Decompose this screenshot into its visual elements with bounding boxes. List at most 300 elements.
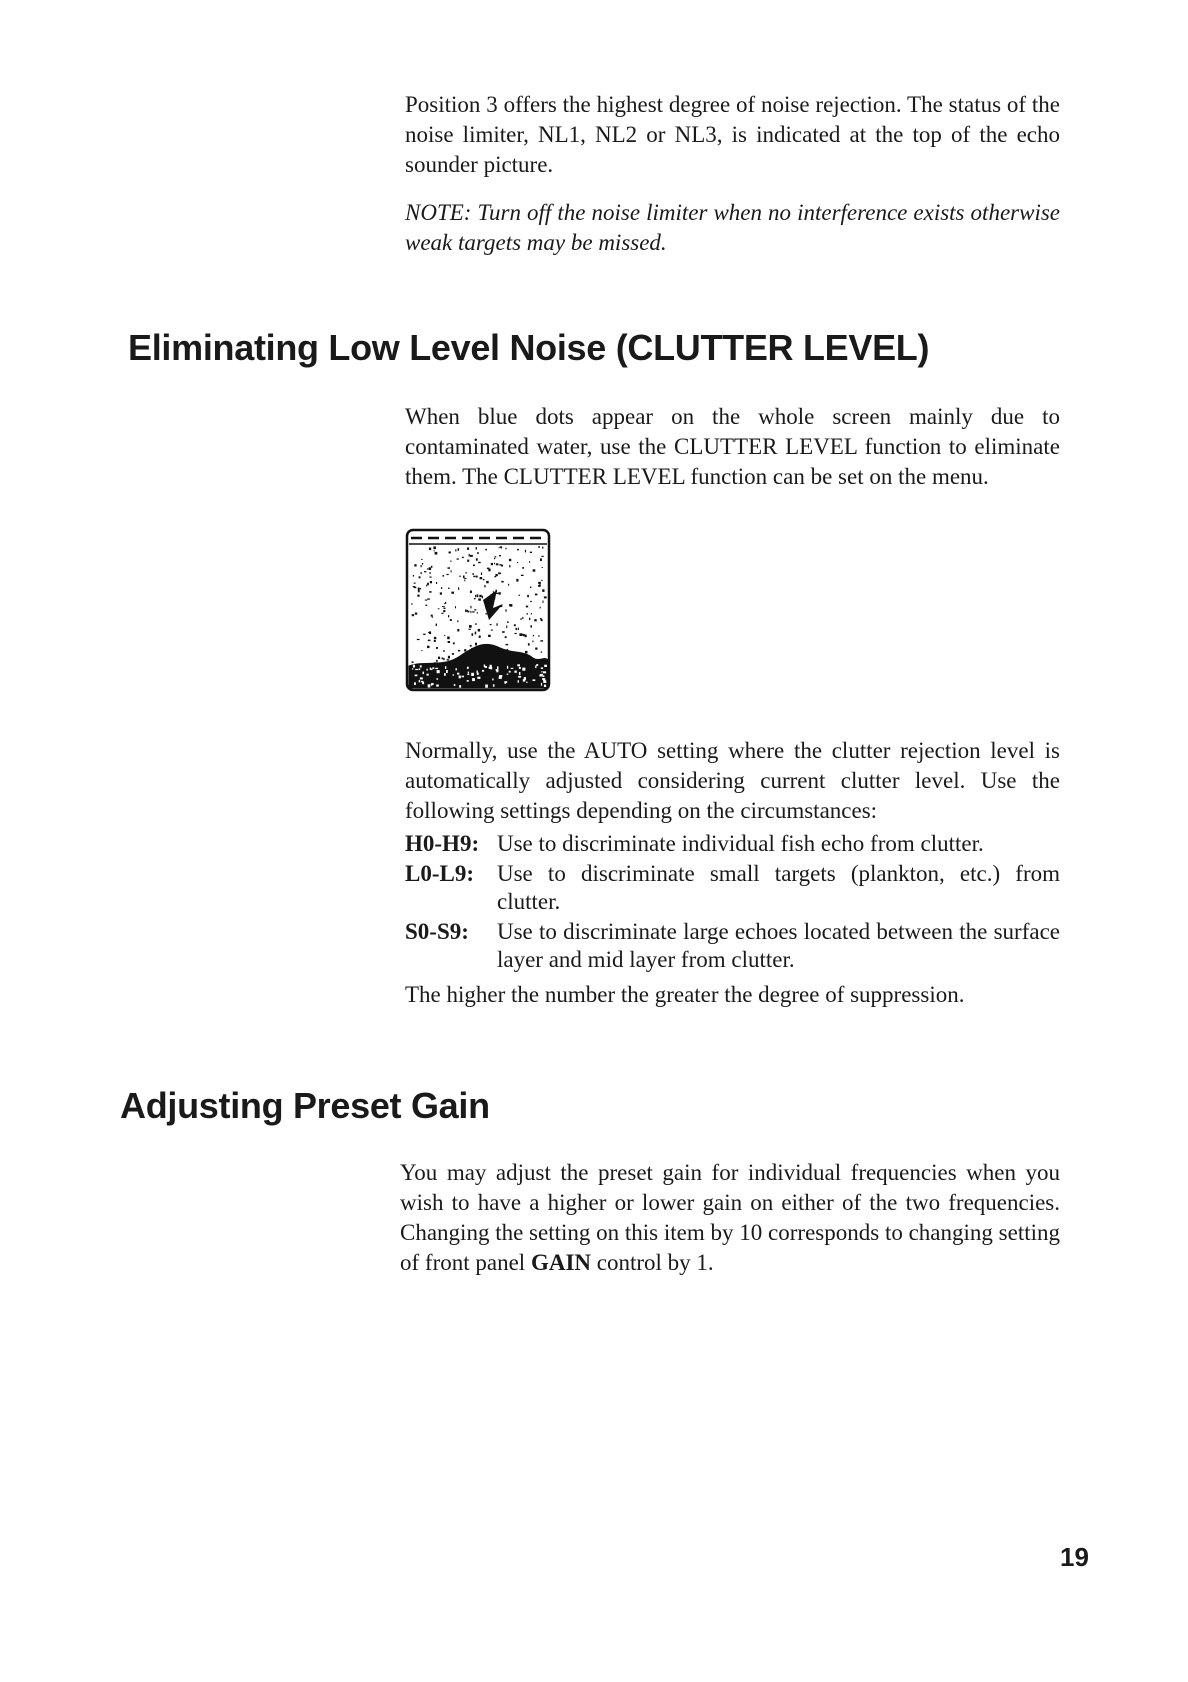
clutter-dot: [499, 555, 501, 556]
clutter-dot: [412, 614, 414, 616]
clutter-dot: [446, 574, 448, 575]
seabed-speck: [511, 668, 514, 669]
clutter-dot: [429, 577, 431, 578]
seabed-speck: [518, 676, 521, 678]
clutter-dot: [515, 633, 517, 634]
clutter-dot: [540, 607, 541, 609]
setting-desc: Use to discriminate individual fish echo from clutter.: [497, 831, 984, 856]
seabed-speck: [437, 670, 440, 673]
clutter-dot: [459, 576, 460, 577]
clutter-dot: [469, 625, 472, 628]
clutter-dot: [422, 563, 423, 565]
clutter-dot: [469, 629, 471, 630]
seabed-speck: [420, 665, 422, 667]
clutter-dot: [448, 641, 451, 643]
clutter-dot: [474, 609, 476, 610]
clutter-dot: [506, 644, 509, 645]
seabed-speck: [544, 685, 546, 687]
seabed-speck: [490, 665, 492, 668]
seabed-speck: [427, 674, 429, 676]
seabed-speck: [444, 673, 446, 676]
seabed-speck: [477, 677, 480, 679]
seabed-speck: [435, 668, 438, 669]
clutter-dot: [425, 605, 427, 606]
clutter-dot: [411, 604, 413, 605]
clutter-dot: [447, 637, 450, 640]
clutter-dot: [429, 591, 431, 593]
seabed-speck: [485, 685, 488, 688]
clutter-dot: [473, 576, 475, 578]
clutter-dot: [501, 581, 503, 583]
clutter-dot: [420, 588, 421, 590]
clutter-dot: [528, 643, 530, 645]
clutter-dot: [477, 594, 479, 597]
clutter-dot: [498, 572, 501, 574]
clutter-dot: [480, 577, 483, 579]
clutter-dot: [477, 612, 478, 613]
seabed-speck: [432, 667, 434, 669]
clutter-dot: [443, 658, 444, 660]
seabed-speck: [436, 678, 438, 679]
seabed-speck: [522, 668, 525, 671]
clutter-dot: [421, 572, 422, 574]
clutter-dot: [538, 585, 540, 587]
clutter-dot: [541, 651, 542, 652]
seabed-speck: [452, 674, 454, 675]
clutter-dot: [458, 650, 460, 652]
clutter-dot: [442, 575, 444, 577]
gain-text-after: control by 1.: [591, 1250, 714, 1275]
clutter-dot: [496, 623, 497, 625]
clutter-dot: [491, 563, 493, 565]
clutter-dot: [414, 586, 415, 588]
clutter-dot: [427, 646, 430, 648]
seabed-speck: [477, 673, 479, 675]
clutter-dot: [478, 598, 481, 600]
clutter-dot: [412, 662, 414, 663]
clutter-dot: [419, 576, 421, 578]
clutter-dot: [448, 615, 449, 617]
clutter-dot: [464, 578, 466, 579]
page-number: 19: [1060, 1542, 1089, 1572]
seabed-speck: [421, 681, 424, 682]
clutter-dot: [425, 600, 427, 601]
clutter-dot: [427, 583, 429, 586]
clutter-dot: [451, 570, 452, 572]
seabed-speck: [445, 666, 446, 669]
clutter-dot: [457, 629, 459, 632]
clutter-dot: [472, 611, 475, 612]
clutter-dot: [470, 645, 472, 647]
intro-paragraph: Position 3 offers the highest degree of noise rejection. The status of the noise limiter, NL1, NL2 or NL3, is indicated at the top of the echo sounder picture.: [405, 92, 1060, 177]
section-heading-clutter: Eliminating Low Level Noise (CLUTTER LEVEL): [128, 327, 930, 368]
clutter-dot: [467, 610, 468, 611]
clutter-dot: [413, 575, 414, 577]
clutter-dot: [522, 617, 523, 619]
seabed-speck: [471, 673, 474, 676]
clutter-dot: [467, 547, 469, 550]
clutter-dot: [458, 548, 460, 551]
clutter-dot: [495, 556, 497, 557]
clutter-dot: [470, 606, 471, 609]
clutter-paragraph: When blue dots appear on the whole screen mainly due to contaminated water, use the CLUTTER LEVEL function to eliminate them. The CLUTTER LEVEL function can be set on the menu.: [405, 404, 1060, 489]
seabed-speck: [543, 671, 546, 673]
seabed-speck: [468, 672, 469, 674]
clutter-dot: [442, 658, 444, 660]
clutter-dot: [530, 587, 531, 588]
clutter-dot: [450, 619, 452, 621]
seabed-speck: [459, 685, 461, 688]
clutter-dot: [533, 635, 534, 636]
clutter-dot: [470, 591, 472, 594]
clutter-dot: [540, 640, 543, 641]
clutter-dot: [525, 651, 528, 653]
clutter-dot: [475, 643, 477, 646]
clutter-dot: [522, 567, 524, 569]
clutter-dot: [484, 585, 485, 587]
clutter-dot: [530, 601, 532, 602]
clutter-dot: [427, 598, 430, 599]
clutter-dot: [491, 630, 493, 631]
clutter-dot: [465, 610, 467, 613]
clutter-dot: [452, 653, 454, 655]
seabed-speck: [431, 683, 432, 685]
seabed-speck: [454, 684, 456, 686]
clutter-dot: [542, 589, 544, 592]
clutter-dot: [475, 623, 477, 624]
seabed-speck: [430, 669, 432, 671]
clutter-dot: [476, 547, 477, 550]
clutter-dot: [415, 613, 417, 615]
clutter-dot: [430, 581, 432, 583]
seabed-speck: [500, 675, 502, 677]
clutter-dot: [429, 631, 431, 634]
clutter-dot: [473, 565, 475, 567]
setting-key: L0-L9:: [405, 861, 474, 886]
clutter-dot: [474, 598, 476, 599]
clutter-dot: [506, 626, 507, 629]
seabed-speck: [482, 670, 484, 672]
seabed-speck: [496, 669, 499, 671]
clutter-dot: [483, 579, 485, 580]
clutter-dot: [417, 595, 419, 597]
seabed-speck: [509, 671, 511, 673]
clutter-dot: [421, 559, 422, 560]
setting-row-h: [405, 830, 1060, 858]
note-text: NOTE: Turn off the noise limiter when no interference exists otherwise weak targets may be missed.: [405, 200, 1060, 255]
clutter-dot: [414, 564, 416, 566]
clutter-dot: [431, 615, 433, 617]
clutter-dot: [417, 639, 420, 640]
clutter-dot: [521, 575, 524, 576]
setting-desc: Use to discriminate small targets (plankton, etc.) from clutter.: [497, 861, 1060, 914]
clutter-dot: [514, 624, 516, 626]
clutter-dot: [535, 594, 538, 596]
clutter-dot: [496, 563, 499, 565]
clutter-dot: [455, 549, 456, 551]
seabed-speck: [467, 674, 469, 675]
clutter-dot: [448, 588, 450, 589]
seabed-speck: [415, 669, 418, 670]
clutter-dot: [505, 548, 506, 550]
clutter-dot: [443, 610, 445, 612]
clutter-dot: [538, 582, 541, 584]
clutter-dot: [414, 583, 416, 584]
clutter-dot: [482, 596, 483, 599]
seabed-speck: [462, 676, 464, 678]
clutter-dot: [481, 572, 482, 575]
clutter-dot: [457, 558, 459, 559]
setting-key: H0-H9:: [405, 831, 480, 856]
seabed-speck: [539, 675, 542, 677]
clutter-dot: [488, 635, 491, 637]
clutter-dot: [541, 580, 542, 581]
clutter-dot: [444, 635, 445, 636]
seabed-speck: [419, 668, 421, 670]
clutter-dot: [529, 561, 530, 562]
clutter-dot: [516, 579, 518, 582]
clutter-paragraph-2: Normally, use the AUTO setting where the clutter rejection level is automatically adjusted considering current clutter level. Use the following settings depending on the circumstances:: [405, 738, 1060, 823]
seabed-speck: [504, 681, 507, 683]
clutter-dot: [464, 580, 465, 582]
clutter-dot: [494, 558, 495, 560]
seabed-speck: [419, 680, 420, 683]
echo-screen-icon: [405, 528, 553, 696]
seabed-speck: [414, 682, 416, 685]
clutter-dot: [499, 564, 501, 565]
clutter-dot: [519, 595, 520, 596]
clutter-dot: [436, 624, 437, 626]
clutter-dot: [535, 648, 537, 650]
clutter-dot: [431, 566, 433, 568]
clutter-dot: [520, 619, 522, 620]
clutter-dot: [441, 613, 443, 614]
clutter-dot: [495, 574, 497, 576]
seabed-speck: [413, 665, 415, 668]
seabed-speck: [428, 684, 431, 687]
clutter-dot: [436, 660, 437, 663]
clutter-dot: [429, 572, 431, 573]
seabed-speck: [519, 672, 521, 675]
clutter-dot: [543, 601, 544, 604]
clutter-dot: [465, 572, 467, 573]
clutter-dot: [538, 635, 539, 637]
setting-key: S0-S9:: [405, 919, 469, 944]
seabed-speck: [436, 685, 439, 687]
clutter-dot: [494, 563, 495, 564]
clutter-dot: [542, 567, 543, 568]
seabed-speck: [420, 677, 423, 679]
clutter-dot: [428, 640, 431, 642]
clutter-dot: [507, 621, 509, 623]
clutter-dot: [527, 613, 529, 614]
clutter-dot: [463, 576, 465, 579]
clutter-dot: [490, 624, 492, 625]
clutter-dot: [479, 636, 481, 638]
seabed-speck: [493, 684, 495, 686]
clutter-dot: [499, 547, 500, 548]
clutter-dot: [531, 613, 532, 614]
seabed-speck: [423, 672, 425, 675]
clutter-dot: [516, 628, 517, 630]
clutter-dot: [450, 561, 451, 562]
gain-paragraph: [400, 1158, 1060, 1278]
seabed-speck: [533, 679, 536, 681]
clutter-dot: [534, 619, 536, 621]
seabed-speck: [541, 667, 543, 669]
clutter-dot: [457, 620, 458, 622]
seabed-speck: [543, 680, 546, 683]
seabed-speck: [457, 673, 459, 675]
seabed-speck: [526, 682, 527, 683]
clutter-dot: [427, 568, 429, 569]
clutter-dot: [529, 618, 530, 620]
clutter-dot: [421, 565, 422, 567]
clutter-dot: [526, 606, 528, 608]
clutter-dot: [436, 582, 437, 584]
seabed-speck: [426, 669, 427, 671]
clutter-dot: [509, 559, 511, 561]
clutter-dot: [508, 584, 509, 586]
seabed-speck: [541, 671, 542, 672]
seabed-speck: [467, 667, 469, 669]
clutter-dot: [540, 558, 542, 561]
clutter-dot: [527, 595, 529, 597]
clutter-dot: [441, 587, 442, 589]
seabed-speck: [507, 666, 508, 669]
clutter-dot: [423, 634, 425, 635]
seabed-speck: [519, 667, 521, 669]
seabed-speck: [518, 680, 519, 683]
clutter-dot: [470, 611, 471, 613]
clutter-dot: [519, 633, 522, 636]
clutter-dot: [542, 547, 543, 549]
clutter-dot: [530, 625, 532, 627]
clutter-dot: [510, 604, 513, 607]
clutter-dot: [464, 649, 466, 651]
clutter-dot: [476, 576, 478, 578]
clutter-dot: [532, 641, 533, 643]
clutter-dot: [470, 555, 473, 557]
clutter-dot: [444, 608, 446, 609]
clutter-dot: [448, 656, 450, 659]
seabed-speck: [542, 678, 544, 680]
clutter-dot: [444, 603, 445, 604]
section-heading-gain: Adjusting Preset Gain: [120, 1085, 490, 1126]
clutter-dot: [472, 633, 474, 636]
seabed-speck: [524, 677, 526, 680]
clutter-dot: [418, 588, 420, 591]
clutter-dot: [424, 571, 426, 572]
clutter-dot: [517, 562, 518, 563]
seabed-speck: [507, 674, 509, 675]
clutter-dot: [525, 550, 526, 553]
clutter-dot: [434, 640, 436, 642]
clutter-dot: [544, 596, 547, 598]
clutter-dot: [458, 587, 459, 590]
clutter-dot: [486, 581, 489, 583]
clutter-closing: The higher the number the greater the degree of suppression.: [405, 982, 965, 1007]
clutter-dot: [505, 609, 506, 611]
clutter-dot: [469, 554, 470, 557]
clutter-dot: [533, 569, 536, 571]
clutter-dot: [438, 657, 440, 659]
seabed-speck: [412, 668, 413, 669]
clutter-dot: [478, 629, 480, 632]
clutter-dot: [475, 595, 476, 597]
gain-text-before: You may adjust the preset gain for individual frequencies when you wish to have a higher or lower gain on either of the two frequencies. Changing the setting on this item by 10 corresponds to changing setting of front panel: [400, 1160, 1060, 1275]
clutter-dot: [473, 573, 474, 575]
clutter-dot: [486, 613, 487, 615]
seabed-speck: [544, 665, 547, 667]
clutter-dot: [475, 632, 477, 635]
clutter-dot: [485, 549, 487, 551]
clutter-dot: [421, 650, 422, 651]
clutter-dot: [467, 560, 469, 562]
clutter-dot: [436, 647, 438, 649]
seabed-speck: [535, 665, 536, 668]
clutter-dot: [502, 631, 505, 633]
settings-list: [405, 830, 1060, 976]
seabed-speck: [472, 678, 475, 681]
gain-control-label: GAIN: [530, 1250, 591, 1275]
seabed-speck: [541, 683, 542, 686]
clutter-dot: [523, 634, 525, 636]
seabed-speck: [459, 676, 461, 679]
seabed-speck: [514, 671, 516, 673]
seabed-speck: [517, 664, 520, 666]
clutter-dot: [451, 592, 454, 594]
clutter-dot: [500, 546, 502, 548]
seabed-speck: [415, 675, 418, 677]
setting-row-l: [405, 860, 1060, 916]
clutter-dot: [442, 606, 445, 607]
seabed-speck: [497, 666, 499, 669]
clutter-dot: [479, 595, 481, 597]
clutter-dot: [429, 548, 431, 551]
clutter-dot: [455, 606, 456, 608]
clutter-dot: [434, 637, 436, 639]
clutter-dot: [449, 552, 451, 554]
clutter-dot: [509, 565, 510, 568]
seabed-speck: [467, 680, 469, 682]
clutter-dot: [488, 569, 490, 572]
setting-desc: Use to discriminate large echoes located between the surface layer and mid layer from clutter.: [497, 919, 1060, 972]
setting-row-s: [405, 918, 1060, 974]
clutter-dot: [443, 650, 445, 651]
clutter-dot: [448, 567, 451, 569]
clutter-dot: [476, 558, 478, 560]
clutter-dot: [538, 546, 540, 548]
seabed-speck: [492, 679, 493, 681]
clutter-dot: [447, 659, 449, 660]
clutter-dot: [435, 552, 438, 555]
clutter-dot: [434, 550, 435, 551]
clutter-dot: [498, 592, 500, 594]
clutter-dot: [541, 556, 544, 557]
clutter-dot: [541, 619, 543, 621]
seabed-speck: [484, 665, 486, 667]
clutter-dot: [432, 617, 433, 618]
clutter-dot: [433, 546, 436, 549]
clutter-dot: [453, 642, 455, 644]
clutter-dot: [477, 552, 479, 554]
clutter-dot: [438, 608, 440, 609]
seabed-speck: [542, 675, 544, 677]
echo-sounder-clutter-illustration: [405, 528, 553, 696]
clutter-dot: [505, 636, 507, 638]
clutter-dot: [530, 552, 532, 553]
